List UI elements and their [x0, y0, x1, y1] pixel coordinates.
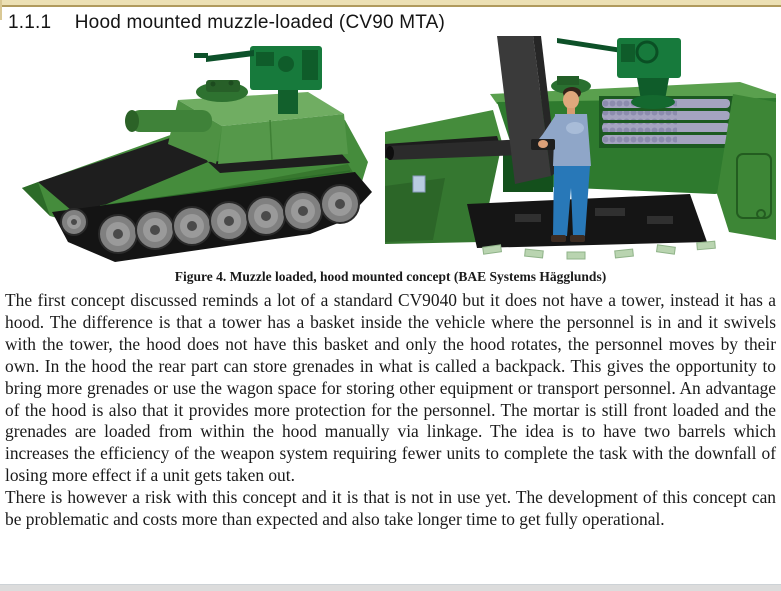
section-heading [8, 12, 781, 34]
machine-gun-barrel [206, 50, 254, 62]
figure-image-hood-cutaway [385, 36, 776, 266]
mortar-muzzle [125, 110, 212, 132]
section-title: Hood mounted muzzle-loaded (CV90 MTA) [74, 12, 446, 33]
body-text [0, 290, 781, 531]
head [563, 91, 579, 109]
figure-caption: Figure 4. Muzzle loaded, hood mounted concept (BAE Systems Hägglunds) [174, 269, 607, 284]
page-top-border-line [0, 5, 781, 7]
cupola-hatch [196, 80, 248, 102]
window-bottom-edge [0, 584, 781, 591]
figure-image-vehicle-exterior [10, 36, 385, 266]
figure-images [10, 36, 781, 266]
small-panel [413, 176, 425, 192]
paragraph: The first concept discussed reminds a lot of a standard CV9040 but it does not have a tower, instead it has a hood. The difference is that a tower has a basket inside the vehicle where the personnel is in and it swivels with the tower, the hood does not have this basket and only the hood rotates, the personnel moves by their own. In the hood the rear part can store grenades in what is called a backpack. This gives the opportunity to bring more grenades or use the wagon space for storing other equipment or transport personnel. An advantage of the hood is also that it provides more protection for the personnel. The mortar is still front loaded and the grenades are loaded from within the hood manually via linkage. The idea is to have two barrels which increases the efficiency of the weapon system requiring fewer units to complete the task with the downfall of losing more effect if a unit gets taken out. [5, 290, 776, 486]
paragraph: There is however a risk with this concept and it is that is not in use yet. The development of this concept can be problematic and costs more than expected and also take longer time to get fully operational. [5, 487, 776, 530]
shirt [553, 114, 591, 166]
page-left-border-notch [0, 0, 2, 20]
section-number: 1.1.1 [8, 12, 52, 33]
